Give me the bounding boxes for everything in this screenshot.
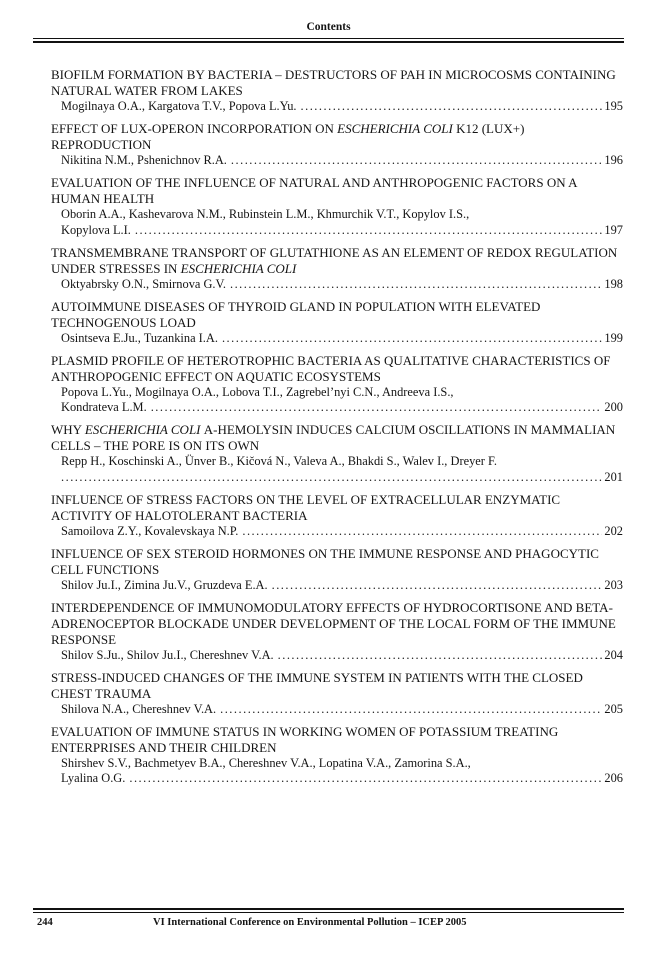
header-rule-thin — [33, 38, 624, 39]
dot-leader — [61, 470, 602, 486]
author-line-with-page — [61, 771, 623, 787]
dot-leader — [222, 331, 602, 347]
author-names: Shilova N.A., Chereshnev V.A. — [61, 701, 217, 716]
page-ref: 204 — [604, 647, 623, 662]
entry-authors — [51, 207, 623, 238]
toc-entry — [51, 546, 623, 594]
page-ref: 197 — [604, 222, 623, 237]
toc-entry — [51, 670, 623, 718]
toc-entry — [51, 422, 623, 485]
entry-title: INTERDEPENDENCE OF IMMUNOMODULATORY EFFECTS OF HYDROCORTISONE AND BETA-ADRENOCEPTOR BLOCKADE UNDER DEVELOPMENT OF THE LOCAL FORM OF THE IMMUNE RESPONSE — [51, 599, 616, 647]
author-line-with-page — [61, 99, 623, 115]
entry-title: AUTOIMMUNE DISEASES OF THYROID GLAND IN POPULATION WITH ELEVATED TECHNOGENOUS LOAD — [51, 298, 541, 330]
page-ref: 199 — [604, 330, 623, 345]
page-ref: 201 — [604, 469, 623, 484]
dot-leader — [129, 771, 602, 787]
toc-entry — [51, 245, 623, 293]
dot-leader — [135, 223, 603, 239]
toc-entry — [51, 724, 623, 787]
entry-authors — [51, 331, 623, 347]
entry-authors — [51, 99, 623, 115]
author-line-with-page — [61, 578, 623, 594]
entry-authors — [51, 385, 623, 416]
table-of-contents — [51, 67, 623, 793]
page-ref: 196 — [604, 153, 623, 167]
author-names: Kondrateva L.M. — [61, 400, 147, 414]
dot-leader — [220, 702, 602, 718]
entry-authors — [51, 578, 623, 594]
author-names: Osintseva E.Ju., Tuzankina I.A. — [61, 330, 218, 345]
entry-title: EVALUATION OF THE INFLUENCE OF NATURAL AND ANTHROPOGENIC FACTORS ON A HUMAN HEALTH — [51, 175, 577, 206]
toc-entry — [51, 121, 623, 169]
toc-entry — [51, 492, 623, 540]
author-line-with-page — [61, 524, 623, 540]
entry-authors — [51, 702, 623, 718]
entry-title: EFFECT OF LUX-OPERON INCORPORATION ON ESCHERICHIA COLI K12 (LUX+) REPRODUCTION — [51, 121, 525, 152]
entry-authors — [51, 277, 623, 293]
toc-entry — [51, 67, 623, 115]
page-ref: 198 — [604, 276, 623, 291]
entry-authors — [51, 648, 623, 664]
author-names: Oktyabrsky O.N., Smirnova G.V. — [61, 276, 226, 291]
author-line: Popova L.Yu., Mogilnaya O.A., Lobova T.I., Zagrebel’nyi C.N., Andreeva I.S., — [61, 384, 454, 399]
page-ref: 195 — [604, 99, 623, 113]
entry-title: INFLUENCE OF SEX STEROID HORMONES ON THE IMMUNE RESPONSE AND PHAGOCYTIC CELL FUNCTIONS — [51, 545, 599, 577]
page-ref: 200 — [604, 400, 623, 414]
page-ref: 205 — [604, 701, 623, 716]
entry-title: INFLUENCE OF STRESS FACTORS ON THE LEVEL OF EXTRACELLULAR ENZYMATIC ACTIVITY OF HALOTOLERANT BACTERIA — [51, 491, 561, 523]
author-line-with-page — [61, 223, 623, 239]
dot-leader — [230, 277, 602, 293]
page-number: 244 — [37, 917, 53, 928]
dot-leader — [231, 153, 603, 169]
entry-title: TRANSMEMBRANE TRANSPORT OF GLUTATHIONE AS AN ELEMENT OF REDOX REGULATION UNDER STRESSES IN ESCHERICHIA COLI — [51, 244, 618, 276]
toc-entry — [51, 353, 623, 416]
author-names: Lyalina O.G. — [61, 771, 126, 785]
author-line-with-page — [61, 400, 623, 416]
dot-leader — [272, 578, 603, 594]
author-names: Shilov Ju.I., Zimina Ju.V., Gruzdeva E.A. — [61, 577, 268, 592]
page-ref: 202 — [604, 523, 623, 538]
author-names: Kopylova L.I. — [61, 222, 131, 237]
dot-leader — [278, 648, 603, 664]
footer-rule-thin — [33, 912, 624, 913]
entry-title: STRESS-INDUCED CHANGES OF THE IMMUNE SYSTEM IN PATIENTS WITH THE CLOSED CHEST TRAUMA — [51, 669, 583, 701]
author-names: Nikitina N.M., Pshenichnov R.A. — [61, 153, 227, 167]
author-line: Shirshev S.V., Bachmetyev B.A., Chereshnev V.A., Lopatina V.A., Zamorina S.A., — [61, 755, 471, 770]
entry-title: EVALUATION OF IMMUNE STATUS IN WORKING WOMEN OF POTASSIUM TREATING ENTERPRISES AND THEIR CHILDREN — [51, 723, 559, 755]
entry-authors — [51, 454, 623, 485]
dot-leader — [151, 400, 603, 416]
author-line-with-page — [61, 648, 623, 664]
author-line: Repp H., Koschinski A., Ünver B., Kičová N., Valeva A., Bhakdi S., Walev I., Dreyer F. — [61, 454, 497, 468]
toc-entry — [51, 600, 623, 664]
author-line-with-page — [61, 153, 623, 169]
author-line: Oborin A.A., Kashevarova N.M., Rubinstein L.M., Khmurchik V.T., Kopylov I.S., — [61, 207, 470, 221]
conference-name: VI International Conference on Environmental Pollution – ICEP 2005 — [153, 917, 467, 928]
entry-authors — [51, 524, 623, 540]
entry-authors — [51, 756, 623, 787]
author-line-with-page — [61, 702, 623, 718]
dot-leader — [301, 99, 603, 115]
page-ref: 203 — [604, 577, 623, 592]
entry-title: PLASMID PROFILE OF HETEROTROPHIC BACTERIA AS QUALITATIVE CHARACTERISTICS OF ANTHROPOGENIC EFFECT ON AQUATIC ECOSYSTEMS — [51, 352, 611, 384]
toc-entry — [51, 299, 623, 347]
author-names: Mogilnaya O.A., Kargatova T.V., Popova L.Yu. — [61, 99, 297, 113]
author-names: Shilov S.Ju., Shilov Ju.I., Chereshnev V.A. — [61, 647, 274, 662]
entry-title: WHY ESCHERICHIA COLI Α-HEMOLYSIN INDUCES CALCIUM OSCILLATIONS IN MAMMALIAN CELLS – THE PORE IS ON ITS OWN — [51, 422, 616, 453]
author-line-with-page — [61, 277, 623, 293]
author-line-with-page — [61, 331, 623, 347]
running-header: Contents — [306, 21, 351, 33]
dot-leader — [242, 524, 602, 540]
entry-title: BIOFILM FORMATION BY BACTERIA – DESTRUCTORS OF PAH IN MICROCOSMS CONTAINING NATURAL WATER FROM LAKES — [51, 67, 616, 98]
toc-entry — [51, 175, 623, 238]
page-ref: 206 — [604, 771, 623, 785]
footer-rule-thick — [33, 908, 624, 910]
header-rule-thick — [33, 41, 624, 43]
entry-authors — [51, 153, 623, 169]
author-line-with-page — [61, 470, 623, 486]
author-names: Samoilova Z.Y., Kovalevskaya N.P. — [61, 523, 239, 538]
